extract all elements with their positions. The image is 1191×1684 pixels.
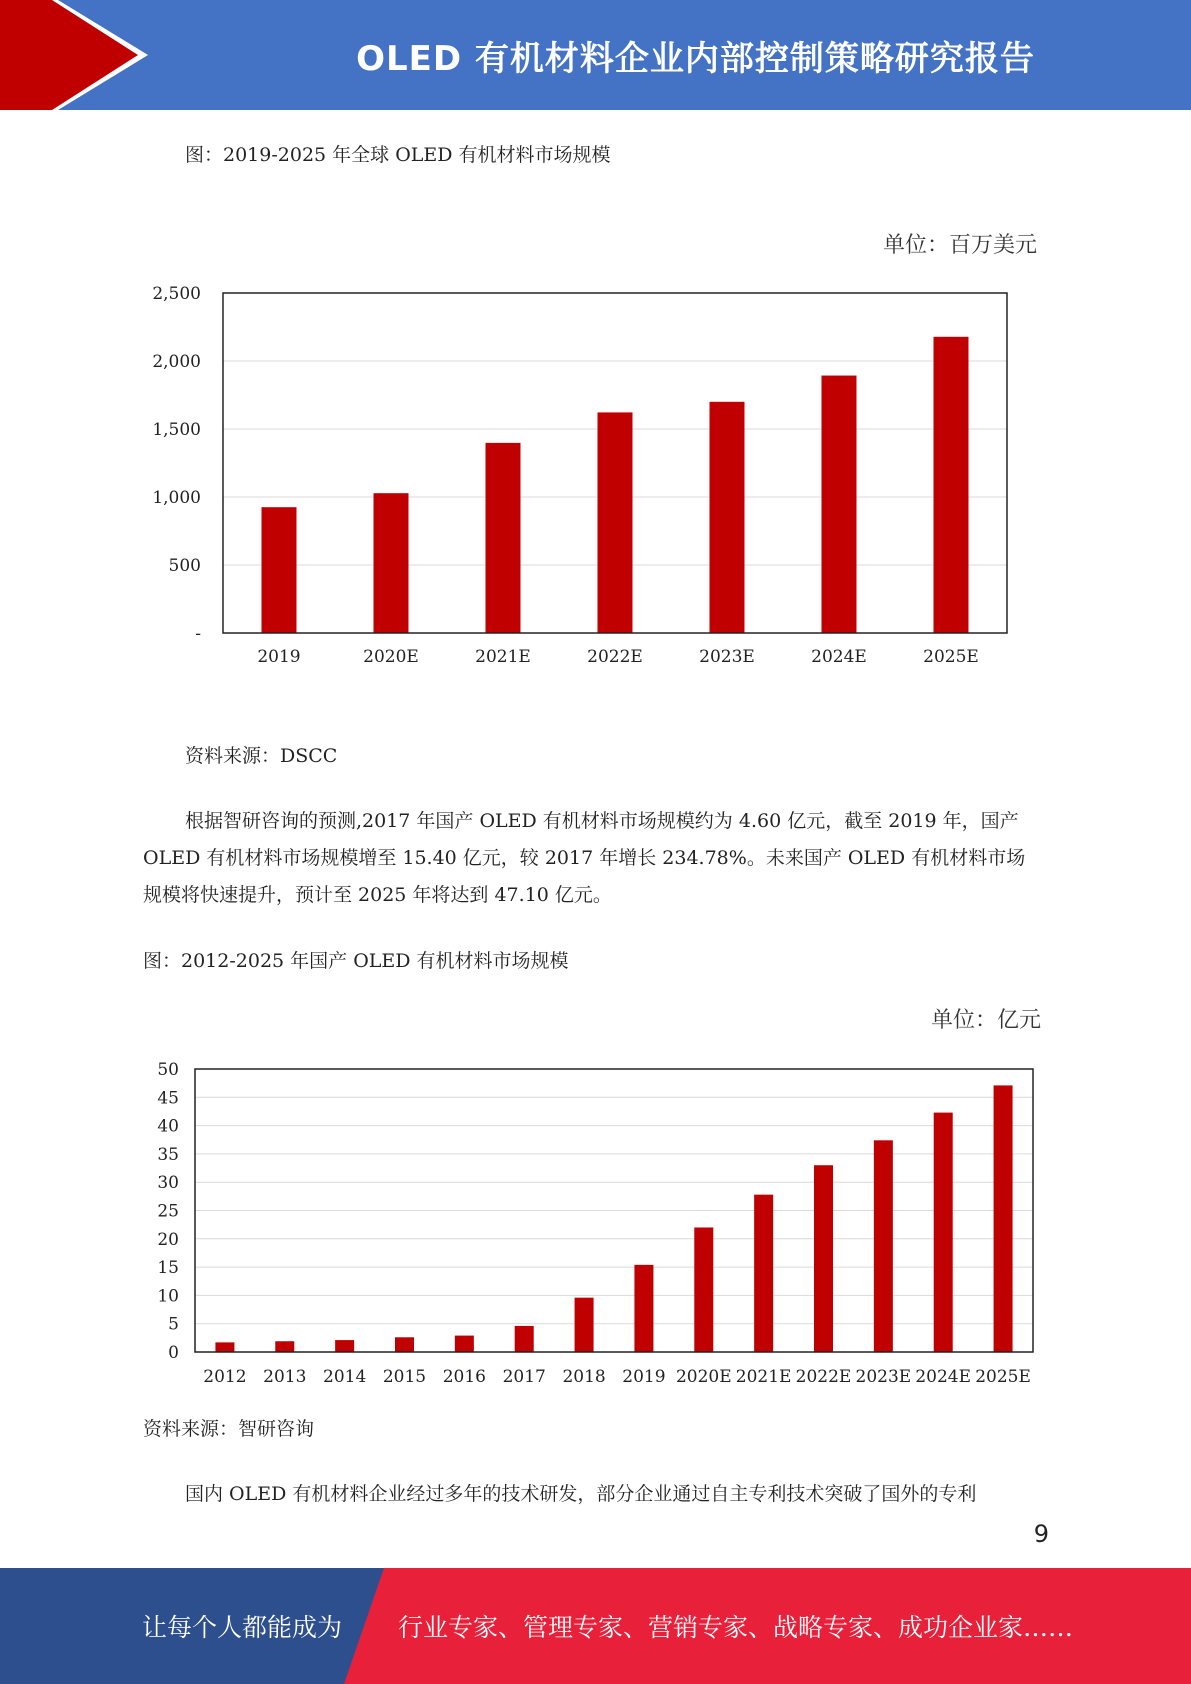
y-tick-label: 1,000	[152, 487, 201, 508]
x-tick-label: 2019	[257, 647, 301, 667]
x-tick-label: 2015	[382, 1367, 427, 1385]
x-tick-label: 2024E	[915, 1367, 972, 1385]
bar-2017	[515, 1326, 534, 1352]
x-tick-label: 2023E	[855, 1367, 912, 1385]
bar-2013	[275, 1341, 294, 1352]
figure2-source: 资料来源：智研咨询	[143, 1418, 315, 1440]
y-tick-label: 45	[157, 1088, 179, 1109]
bar-2024E	[934, 1113, 953, 1352]
y-tick-label: 50	[157, 1059, 179, 1080]
figure1-unit: 单位：百万美元	[882, 233, 1037, 258]
x-tick-label: 2024E	[811, 647, 867, 667]
global-market-size-chart	[0, 270, 1191, 690]
figure1-source: 资料来源：DSCC	[185, 745, 338, 767]
bar-2025E	[994, 1085, 1013, 1352]
header-arrow-decoration	[0, 0, 160, 110]
y-tick-label: 20	[157, 1229, 179, 1250]
bar-2024E	[822, 376, 857, 633]
bar-2025E	[934, 337, 969, 633]
bar-2015	[395, 1337, 414, 1352]
footer-slogan-right: 行业专家、管理专家、营销专家、战略专家、成功企业家……	[398, 1613, 1074, 1642]
y-tick-label: 2,500	[152, 283, 201, 304]
x-tick-label: 2018	[562, 1367, 606, 1385]
figure2-caption: 图：2012-2025 年国产 OLED 有机材料市场规模	[143, 950, 569, 972]
y-tick-label: -	[195, 623, 201, 644]
bar-2019	[634, 1265, 653, 1352]
bar-2022E	[598, 412, 633, 633]
x-tick-label: 2025E	[975, 1367, 1031, 1385]
body-paragraph-2: 国内 OLED 有机材料企业经过多年的技术研发，部分企业通过自主专利技术突破了国外的专利	[185, 1483, 977, 1505]
page-number: 9	[1033, 1520, 1049, 1548]
figure1-caption: 图：2019-2025 年全球 OLED 有机材料市场规模	[185, 144, 611, 166]
bar-2023E	[710, 402, 745, 633]
figure2-unit: 单位：亿元	[930, 1008, 1041, 1033]
x-tick-label: 2013	[263, 1367, 307, 1385]
y-tick-label: 1,500	[152, 419, 201, 440]
domestic-market-size-chart	[0, 1055, 1191, 1385]
x-tick-label: 2022E	[795, 1367, 852, 1385]
y-tick-label: 5	[168, 1314, 179, 1335]
y-tick-label: 25	[157, 1201, 179, 1222]
y-tick-label: 500	[168, 555, 201, 576]
x-tick-label: 2022E	[587, 647, 643, 667]
y-tick-label: 2,000	[152, 351, 201, 372]
y-tick-label: 30	[157, 1173, 179, 1194]
x-tick-label: 2020E	[675, 1367, 732, 1385]
bar-2014	[335, 1340, 354, 1352]
bar-2023E	[874, 1140, 893, 1352]
bar-2020E	[694, 1227, 713, 1352]
bar-2019	[262, 507, 297, 633]
page-header	[0, 0, 1191, 110]
x-tick-label: 2020E	[363, 647, 419, 667]
x-tick-label: 2012	[203, 1367, 247, 1385]
body-paragraph-1: 根据智研咨询的预测,2017 年国产 OLED 有机材料市场规模约为 4.60 亿元，截至 2019 年，国产 OLED 有机材料市场规模增至 15.40 亿元，较 2017 年增长 234.78%。未来国产 OLED 有机材料市场规模将快速提升，预计至 2025 年将达到 47.10 亿元。	[143, 810, 1026, 906]
footer-slogan-left: 让每个人都能成为	[142, 1613, 343, 1642]
page-footer	[0, 1568, 1191, 1684]
y-tick-label: 35	[157, 1144, 179, 1165]
y-tick-label: 40	[157, 1116, 179, 1137]
x-tick-label: 2017	[502, 1367, 546, 1385]
x-tick-label: 2021E	[735, 1367, 792, 1385]
y-tick-label: 0	[168, 1342, 179, 1363]
bar-2020E	[374, 493, 409, 633]
x-tick-label: 2023E	[699, 647, 755, 667]
bar-2022E	[814, 1165, 833, 1352]
x-tick-label: 2021E	[475, 647, 531, 667]
report-title: OLED 有机材料企业内部控制策略研究报告	[356, 38, 1035, 79]
x-tick-label: 2016	[442, 1367, 486, 1385]
y-tick-label: 10	[157, 1286, 179, 1307]
y-tick-label: 15	[157, 1258, 179, 1279]
bar-2021E	[754, 1195, 773, 1352]
x-tick-label: 2019	[622, 1367, 666, 1385]
bar-2012	[215, 1342, 234, 1352]
x-tick-label: 2025E	[923, 647, 979, 667]
bar-2018	[575, 1298, 594, 1352]
bar-2021E	[486, 443, 521, 633]
x-tick-label: 2014	[323, 1367, 367, 1385]
bar-2016	[455, 1336, 474, 1352]
